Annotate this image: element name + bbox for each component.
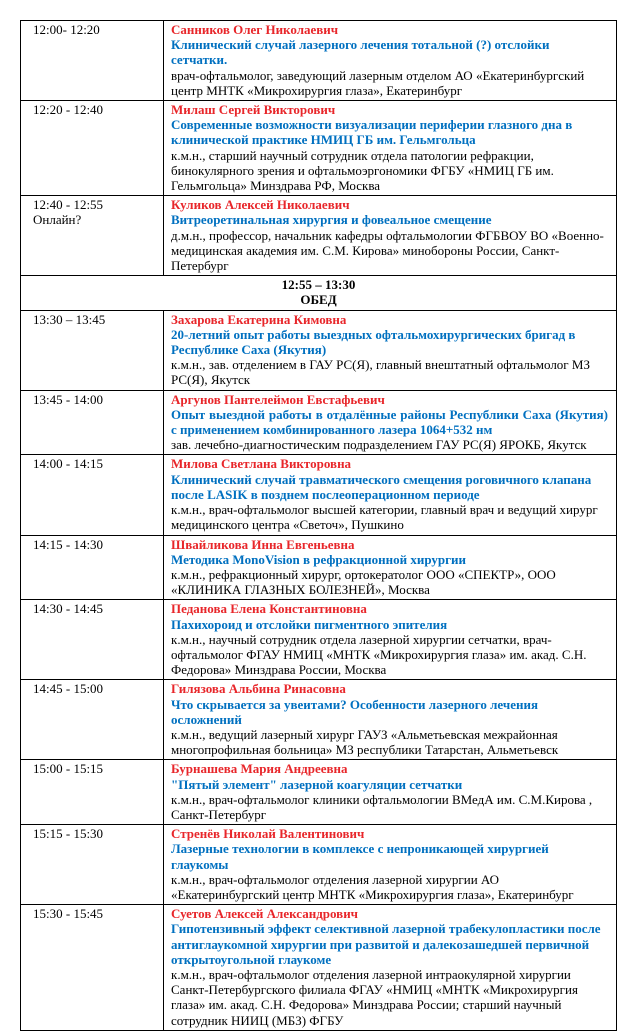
schedule-table xyxy=(20,20,617,1031)
talk-title: Методика MonoVision в рефракционной хирургии xyxy=(171,551,466,567)
session-row xyxy=(21,825,617,905)
session-cell xyxy=(164,825,617,905)
speaker-details: к.м.н., ведущий лазерный хирург ГАУЗ «Альметьевская межрайонная многопрофильная больница» МЗ республики Татарстан, Альметьевск xyxy=(171,726,559,758)
talk-title: Опыт выездной работы в отдалённые районы Республики Саха (Якутия) с применением комбинированного лазера 1064+532 нм xyxy=(171,406,608,438)
time-range: 14:45 - 15:00 xyxy=(33,681,104,697)
speaker-details: к.м.н., научный сотрудник отдела лазерной хирургии сетчатки, врач-офтальмолог ФГАУ НМИЦ «МНТК «Микрохирургия глаза» им. акад. С.Н. Федорова» Минздрава России, Москва xyxy=(171,631,587,678)
speaker-name: Суетов Алексей Александрович xyxy=(171,906,359,922)
session-row xyxy=(21,455,617,535)
time-cell xyxy=(21,535,164,600)
session-row xyxy=(21,101,617,196)
speaker-details: к.м.н., врач-офтальмолог отделения лазерной интраокулярной хирургии Санкт-Петербургского филиала ФГАУ «НМИЦ «МНТК «Микрохирургия глаза» им. акад. С.Н. Федорова» Минздрава России; старший научный сотрудник НИИЦ (МБЗ) ФГБУ xyxy=(171,966,578,1028)
time-range: 15:30 - 15:45 xyxy=(33,906,104,922)
session-cell xyxy=(164,455,617,535)
break-time: 12:55 – 13:30 xyxy=(281,277,356,293)
speaker-name: Бурнашева Мария Андреевна xyxy=(171,761,348,777)
session-row xyxy=(21,905,617,1031)
speaker-name: Милова Светлана Викторовна xyxy=(171,456,352,472)
time-cell xyxy=(21,760,164,825)
time-range: 14:30 - 14:45 xyxy=(33,601,104,617)
session-row xyxy=(21,760,617,825)
talk-title: Что скрывается за увеитами? Особенности лазерного лечения осложнений xyxy=(171,696,538,727)
session-row xyxy=(21,680,617,760)
schedule-body xyxy=(21,21,617,1031)
time-range: 14:15 - 14:30 xyxy=(33,536,104,552)
session-cell xyxy=(164,310,617,390)
session-cell xyxy=(164,905,617,1031)
time-cell xyxy=(21,196,164,276)
time-range: 15:15 - 15:30 xyxy=(33,826,104,842)
time-cell xyxy=(21,905,164,1031)
speaker-name: Швайликова Инна Евгеньевна xyxy=(171,536,355,552)
time-cell xyxy=(21,21,164,101)
session-row xyxy=(21,21,617,101)
break-cell xyxy=(21,276,617,310)
session-cell xyxy=(164,535,617,600)
talk-title: Пахихороид и отслойки пигментного эпителия xyxy=(171,616,448,632)
speaker-details: врач-офтальмолог, заведующий лазерным отделом АО «Екатеринбургский центр МНТК «Микрохирургия глаза», Екатеринбург xyxy=(171,67,585,98)
talk-title: Клинический случай лазерного лечения тотальной (?) отслойки сетчатки. xyxy=(171,37,550,68)
speaker-details: зав. лечебно-диагностическим подразделением ГАУ РС(Я) ЯРОКБ, Якутск xyxy=(171,437,587,453)
session-cell xyxy=(164,600,617,680)
speaker-details: к.м.н., врач-офтальмолог клиники офтальмологии ВМедА им. С.М.Кирова , Санкт-Петербург xyxy=(171,791,593,822)
talk-title: Современные возможности визуализации периферии глазного дна в клинической практике НМИЦ ГБ им. Гельмгольца xyxy=(171,117,573,148)
speaker-details: к.м.н., врач-офтальмолог отделения лазерной хирургии АО «Екатеринбургский центр МНТК «Микрохирургия глаза», Екатеринбург xyxy=(171,871,574,902)
time-cell xyxy=(21,825,164,905)
speaker-name: Аргунов Пантелеймон Евстафьевич xyxy=(171,391,385,407)
time-range: 13:30 – 13:45 xyxy=(33,311,106,327)
speaker-details: к.м.н., рефракционный хирург, ортокератолог ООО «СПЕКТР», ООО «КЛИНИКА ГЛАЗНЫХ БОЛЕЗНЕЙ», Москва xyxy=(171,566,556,598)
time-cell xyxy=(21,600,164,680)
speaker-name: Стренёв Николай Валентинович xyxy=(171,826,365,842)
talk-title: Клинический случай травматического смещения роговичного клапана после LASIK в позднем послеоперационном периоде xyxy=(171,471,592,502)
time-range: 13:45 - 14:00 xyxy=(33,391,104,407)
time-range: 12:20 - 12:40 xyxy=(33,102,104,118)
time-cell xyxy=(21,310,164,390)
session-cell xyxy=(164,680,617,760)
speaker-details: к.м.н., зав. отделением в ГАУ РС(Я), главный внештатный офтальмолог МЗ РС(Я), Якутск xyxy=(171,357,590,388)
time-range: 15:00 - 15:15 xyxy=(33,761,104,777)
speaker-name: Захарова Екатерина Кимовна xyxy=(171,311,347,327)
talk-title: 20-летний опыт работы выездных офтальмохирургических бригад в Республике Саха (Якутия) xyxy=(171,326,576,358)
speaker-name: Куликов Алексей Николаевич xyxy=(171,197,350,213)
time-range: 12:40 - 12:55 xyxy=(33,197,104,213)
talk-title: "Пятый элемент" лазерной коагуляции сетчатки xyxy=(171,776,463,792)
session-cell xyxy=(164,21,617,101)
speaker-name: Санников Олег Николаевич xyxy=(171,22,339,37)
time-cell xyxy=(21,101,164,196)
speaker-name: Педанова Елена Константиновна xyxy=(171,601,367,617)
talk-title: Лазерные технологии в комплексе с непроникающей хирургией глаукомы xyxy=(171,841,549,872)
speaker-details: д.м.н., профессор, начальник кафедры офтальмологии ФГБВОУ ВО «Военно-медицинская академия им. С.М. Кирова» минобороны России, Санкт-Петербург xyxy=(171,227,604,274)
session-row xyxy=(21,196,617,276)
break-label: ОБЕД xyxy=(300,292,337,308)
time-cell xyxy=(21,455,164,535)
speaker-name: Гилязова Альбина Ринасовна xyxy=(171,681,346,697)
session-row xyxy=(21,310,617,390)
session-cell xyxy=(164,390,617,455)
session-cell xyxy=(164,101,617,196)
speaker-details: к.м.н., старший научный сотрудник отдела патологии рефракции, бинокулярного зрения и офтальмоэргономики ФГБУ «НМИЦ ГБ им. Гельмгольца» Минздрава РФ, Москва xyxy=(171,147,554,194)
session-row xyxy=(21,390,617,455)
session-cell xyxy=(164,760,617,825)
session-cell xyxy=(164,196,617,276)
time-note: Онлайн? xyxy=(33,212,82,228)
talk-title: Витреоретинальная хирургия и фовеальное смещение xyxy=(171,212,492,228)
session-row xyxy=(21,600,617,680)
time-cell xyxy=(21,680,164,760)
speaker-name: Милаш Сергей Викторович xyxy=(171,102,336,118)
break-row xyxy=(21,276,617,310)
time-range: 12:00- 12:20 xyxy=(33,22,100,37)
time-range: 14:00 - 14:15 xyxy=(33,456,104,472)
session-row xyxy=(21,535,617,600)
talk-title: Гипотензивный эффект селективной лазерной трабекулопластики после антиглаукомной хирургии при развитой и далекозашедшей первичной открытоугольной глаукоме xyxy=(171,921,601,967)
speaker-details: к.м.н., врач-офтальмолог высшей категории, главный врач и ведущий хирург медицинского центра «Светоч», Пушкино xyxy=(171,502,598,533)
time-cell xyxy=(21,390,164,455)
